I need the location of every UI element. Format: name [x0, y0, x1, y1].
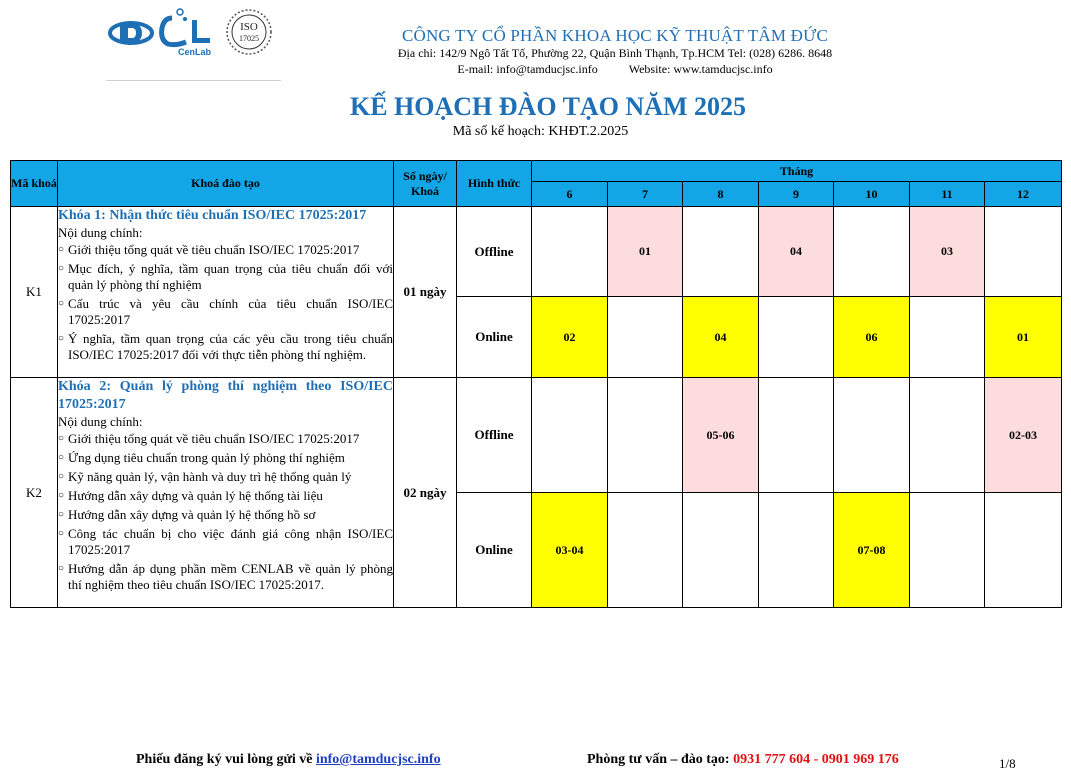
mode-offline: Offline	[457, 378, 532, 493]
header-month-8: 8	[683, 182, 759, 207]
course-description	[58, 207, 394, 378]
course-content-list	[58, 242, 393, 363]
schedule-cell: 06	[834, 297, 910, 378]
company-name: CÔNG TY CỔ PHẦN KHOA HỌC KỸ THUẬT TÂM ĐỨC	[401, 26, 829, 45]
company-logo	[106, 6, 281, 66]
course-description	[58, 378, 394, 608]
schedule-cell: 03-04	[532, 493, 608, 608]
course-days: 01 ngày	[394, 207, 457, 378]
table-row	[11, 378, 1062, 493]
mode-offline: Offline	[457, 207, 532, 297]
schedule-cell	[759, 493, 834, 608]
schedule-cell	[985, 493, 1062, 608]
company-address: Địa chỉ: 142/9 Ngô Tất Tố, Phường 22, Quận Bình Thạnh, Tp.HCM Tel: (028) 6286. 8648	[397, 46, 833, 60]
mode-online: Online	[457, 297, 532, 378]
plan-code: Mã số kế hoạch: KHĐT.2.2025	[452, 124, 629, 139]
schedule-cell: 04	[683, 297, 759, 378]
footer-register	[136, 752, 441, 768]
schedule-cell: 02	[532, 297, 608, 378]
schedule-cell	[608, 297, 683, 378]
header-month-11: 11	[910, 182, 985, 207]
list-item: ○ Giới thiệu tổng quát về tiêu chuẩn ISO/IEC 17025:2017	[58, 431, 393, 447]
schedule-cell: 01	[985, 297, 1062, 378]
header-month-7: 7	[608, 182, 683, 207]
footer-register-email-link[interactable]: info@tamducjsc.info	[315, 752, 441, 767]
header-month: Tháng	[532, 161, 1062, 182]
page-title: KẾ HOẠCH ĐÀO TẠO NĂM 2025	[349, 92, 747, 121]
schedule-cell	[910, 493, 985, 608]
schedule-cell	[759, 297, 834, 378]
schedule-cell	[985, 207, 1062, 297]
schedule-cell: 03	[910, 207, 985, 297]
schedule-cell	[683, 493, 759, 608]
schedule-cell	[834, 378, 910, 493]
footer-phones: 0931 777 604 - 0901 969 176	[733, 752, 899, 767]
footer-consult	[587, 752, 899, 768]
company-website: Website: www.tamducjsc.info	[628, 62, 773, 76]
header-month-6: 6	[532, 182, 608, 207]
company-email: E-mail: info@tamducjsc.info	[457, 62, 598, 76]
course-days: 02 ngày	[394, 378, 457, 608]
logo-text: CenLab	[178, 47, 212, 57]
schedule-cell	[834, 207, 910, 297]
course-title: Khóa 1: Nhận thức tiêu chuẩn ISO/IEC 17025:2017	[58, 208, 367, 223]
schedule-cell	[910, 297, 985, 378]
training-table	[10, 160, 1062, 608]
schedule-cell: 02-03	[985, 378, 1062, 493]
course-code: K1	[11, 207, 58, 378]
schedule-cell: 07-08	[834, 493, 910, 608]
company-contact	[300, 62, 930, 77]
header-code: Mã khoá	[11, 161, 58, 207]
table-row	[11, 207, 1062, 297]
course-content-list	[58, 431, 393, 593]
schedule-cell: 04	[759, 207, 834, 297]
schedule-cell	[608, 378, 683, 493]
header-month-10: 10	[834, 182, 910, 207]
header-month-9: 9	[759, 182, 834, 207]
header-mode: Hình thức	[457, 161, 532, 207]
course-code: K2	[11, 378, 58, 608]
schedule-cell: 01	[608, 207, 683, 297]
course-title: Khóa 2: Quản lý phòng thí nghiệm theo ISO/IEC 17025:2017	[58, 379, 393, 412]
schedule-cell	[532, 207, 608, 297]
list-item: ○ Hướng dẫn xây dựng và quản lý hệ thống tài liệu	[58, 488, 393, 504]
list-item: ○ Mục đích, ý nghĩa, tầm quan trọng của tiêu chuẩn đối với quản lý phòng thí nghiệm	[58, 261, 393, 293]
schedule-cell	[532, 378, 608, 493]
page-number: 1/8	[999, 756, 1016, 771]
header-days: Số ngày/ Khoá	[394, 161, 457, 207]
schedule-cell	[608, 493, 683, 608]
footer-register-text: Phiếu đăng ký vui lòng gửi về	[136, 752, 316, 767]
mode-online: Online	[457, 493, 532, 608]
header-month-12: 12	[985, 182, 1062, 207]
list-item: ○ Hướng dẫn áp dụng phần mềm CENLAB về quản lý phòng thí nghiệm theo tiêu chuẩn ISO/IEC 17025:2017.	[58, 561, 393, 593]
footer-consult-text: Phòng tư vấn – đào tạo:	[587, 752, 734, 767]
logo-divider	[106, 80, 281, 81]
list-item: ○ Ứng dụng tiêu chuẩn trong quản lý phòng thí nghiệm	[58, 450, 393, 466]
schedule-cell	[759, 378, 834, 493]
course-content-label: Nội dung chính:	[58, 225, 143, 240]
list-item: ○ Giới thiệu tổng quát về tiêu chuẩn ISO/IEC 17025:2017	[58, 242, 393, 258]
schedule-cell: 05-06	[683, 378, 759, 493]
course-content-label: Nội dung chính:	[58, 414, 143, 429]
schedule-cell	[910, 378, 985, 493]
schedule-cell	[683, 207, 759, 297]
iso-badge-top: ISO	[240, 21, 258, 33]
list-item: ○ Ý nghĩa, tầm quan trọng của các yêu cầu trong tiêu chuẩn ISO/IEC 17025:2017 đối với thực tiễn phòng thí nghiệm.	[58, 331, 393, 363]
list-item: ○ Hướng dẫn xây dựng và quản lý hệ thống hồ sơ	[58, 507, 393, 523]
iso-badge-number: 17025	[239, 34, 259, 43]
list-item: ○ Công tác chuẩn bị cho việc đánh giá công nhận ISO/IEC 17025:2017	[58, 526, 393, 558]
list-item: ○ Cấu trúc và yêu cầu chính của tiêu chuẩn ISO/IEC 17025:2017	[58, 296, 393, 328]
list-item: ○ Kỹ năng quản lý, vận hành và duy trì hệ thống quản lý	[58, 469, 393, 485]
header-course: Khoá đào tạo	[58, 161, 394, 207]
